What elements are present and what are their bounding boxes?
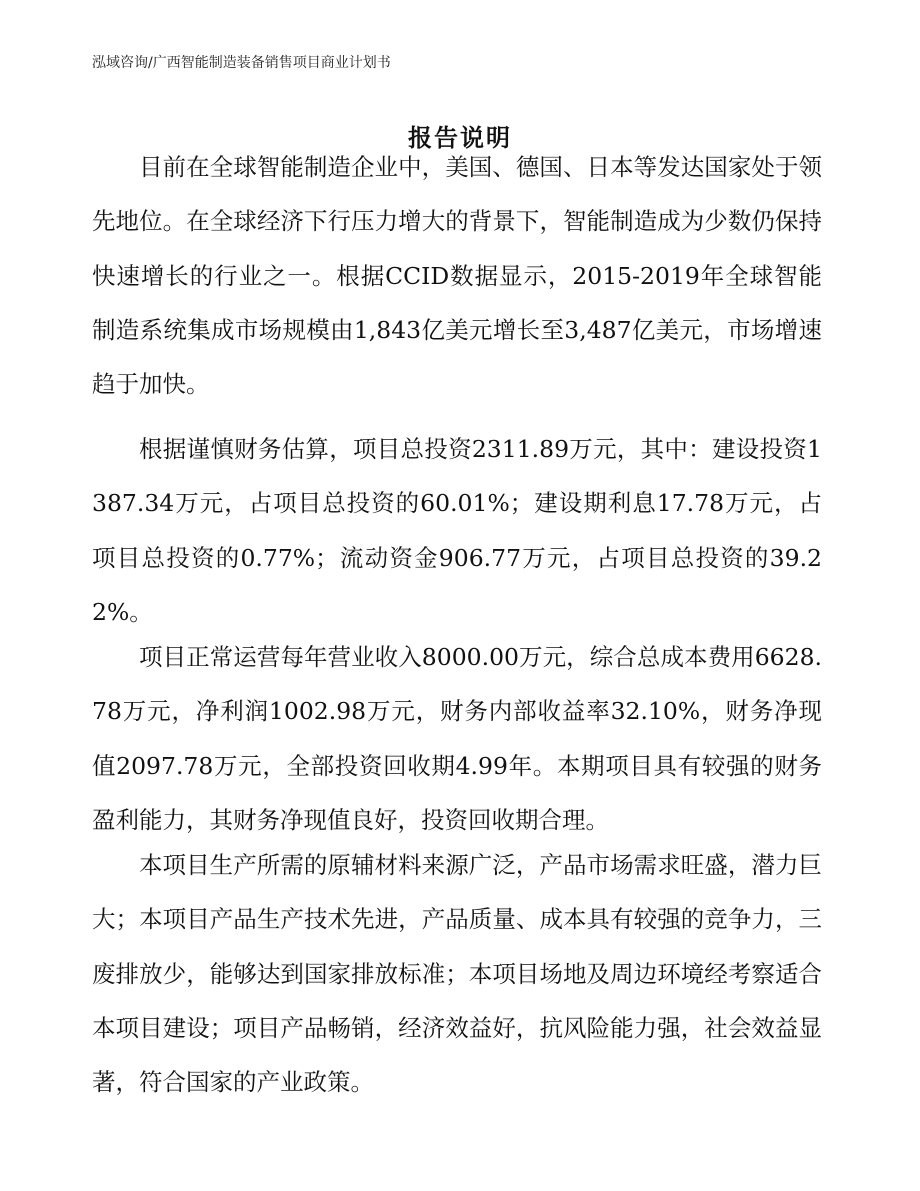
section-title: 报告说明	[408, 123, 512, 152]
paragraph-financials: 项目正常运营每年营业收入8000.00万元，综合总成本费用6628.78万元，净利润1002.98万元，财务内部收益率32.10%，财务净现值2097.78万元，全部投资回收期4.99年。本期项目具有较强的财务盈利能力，其财务净现值良好，投资回收期合理。	[92, 643, 822, 834]
running-header: 泓域咨询/广西智能制造装备销售项目商业计划书	[92, 55, 391, 71]
paragraph-investment: 根据谨慎财务估算，项目总投资2311.89万元，其中：建设投资1387.34万元，占项目总投资的60.01%；建设期利息17.78万元，占项目总投资的0.77%；流动资金906.77万元，占项目总投资的39.22%。	[92, 435, 822, 626]
paragraph-feasibility: 本项目生产所需的原辅材料来源广泛，产品市场需求旺盛，潜力巨大；本项目产品生产技术先进，产品质量、成本具有较强的竞争力，三废排放少，能够达到国家排放标准；本项目场地及周边环境经考察适合本项目建设；项目产品畅销，经济效益好，抗风险能力强，社会效益显著，符合国家的产业政策。	[92, 851, 822, 1097]
paragraph-market-overview: 目前在全球智能制造企业中，美国、德国、日本等发达国家处于领先地位。在全球经济下行压力增大的背景下，智能制造成为少数仍保持快速增长的行业之一。根据CCID数据显示，2015-2019年全球智能制造系统集成市场规模由1,843亿美元增长至3,487亿美元，市场增速趋于加快。	[92, 153, 822, 399]
